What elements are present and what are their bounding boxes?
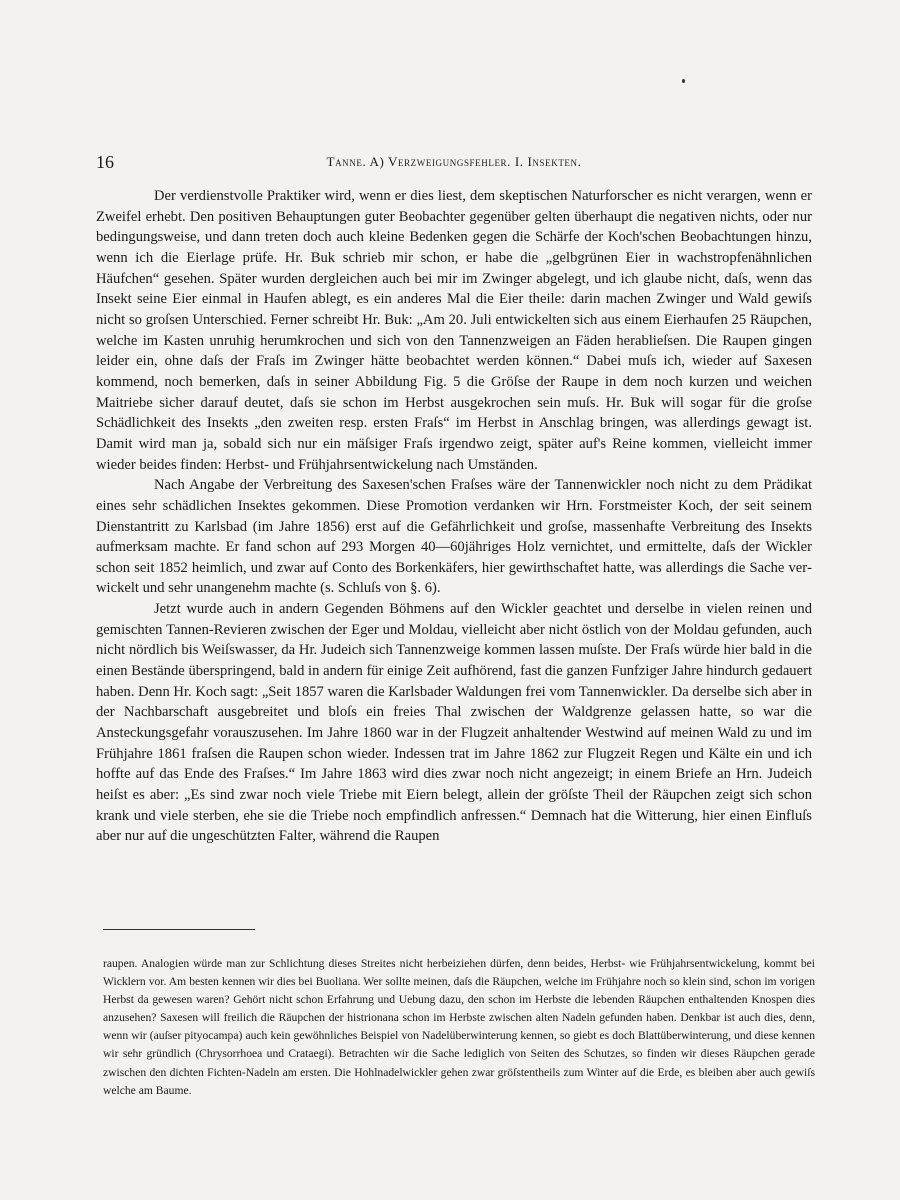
footnote-rule — [103, 929, 255, 930]
footnote: raupen. Analogien würde man zur Schlichtung dieses Streites nicht herbeiziehen dürfen, denn beides, Herbst- wie Frühjahrsentwickelung, kommt bei Wicklern vor. Am besten kennen wir dies bei Buoliana. Wer sollte meinen, daſs die Räupchen, welche im Frühjahre noch so klein sind, schon im vorigen Herbst da gewesen waren? Gehört nicht schon Erfahrung und Uebung dazu, den schon im Herbste die lebenden Räupchen enthaltenden Knospen dies anzusehen? Saxesen will freilich die Räupchen der histrionana schon im Herbste zwischen alten Nadeln gefunden haben. Denkbar ist auch dies, denn, wenn wir (auſser pityocampa) auch kein gewöhnliches Beispiel von Nadelüberwinterung kennen, so giebt es doch Blattüberwinterung, und diese kennen wir sehr gründlich (Chrysorrhoea und Crataegi). Betrachten wir die Sache lediglich von Seiten des Schutzes, so finden wir dieses Räupchen gerade zwischen den dichten Fichten-Nadeln am ersten. Die Hohlnadelwickler gehen zwar gröſstentheils zum Winter auf die Erde, es bleiben aber auch gewiſs welche am Baume. — [103, 957, 815, 1097]
paragraph-3: Jetzt wurde auch in andern Gegenden Böhmens auf den Wickler geachtet und derselbe in vielen reinen und gemischten Tannen-Revieren zwischen der Eger und Moldau, vielleicht aber nicht östlich von der Moldau gefunden, auch nicht nördlich bis Weiſswasser, da Hr. Judeich sich Tannenzweige kommen lassen muſste. Der Fraſs würde hier bald in die einen Bestände überspringend, bald in andern für einige Zeit aufhörend, fast die ganzen Funfziger Jahre hindurch gedauert haben. Denn Hr. Koch sagt: „Seit 1857 waren die Karlsbader Waldungen frei vom Tannenwickler. Da derselbe sich aber in der Nachbarschaft ausgebreitet und bloſs ein freies Thal zwischen der Waldgrenze gelassen hatte, so war die Ansteckungsgefahr vorauszusehen. Im Jahre 1860 war in der Flugzeit anhaltender Westwind auf meinen Wald zu und im Frühjahre 1861 fraſsen die Raupen schon wieder. Indessen trat im Jahre 1862 zur Flugzeit Regen und Kälte ein und ich hoffte auf das Ende des Fraſses.“ Im Jahre 1863 wird dies zwar noch nicht angezeigt; in einem Briefe an Hrn. Judeich heiſst es aber: „Es sind zwar noch viele Triebe mit Eiern belegt, allein der gröſste Theil der Räupchen zeigt sich schon krank und viele sterben, ehe sie die Triebe noch empfindlich anfressen.“ Demnach hat die Witterung, hier einen Einfluſs aber nur auf die ungeschützten Falter, während die Raupen — [96, 601, 812, 845]
paragraph-1: Der verdienstvolle Praktiker wird, wenn er dies liest, dem skeptischen Naturforscher es nicht verargen, wenn er Zweifel erhebt. Den positiven Behauptungen guter Beobachter gegenüber gelten überhaupt die negativen nichts, oder nur bedingungsweise, und dann treten doch auch kleine Bedenken gegen die Schärfe der Koch'schen Beobachtungen hinzu, wenn ich die Eierlage prüfe. Hr. Buk schrieb mir schon, er habe die „gelbgrünen Eier in wachstropfenähnlichen Häufchen“ gesehen. Später wurden dergleichen auch bei mir im Zwinger abgelegt, und ich glaube nicht, daſs, wenn das Insekt seine Eier einmal in Haufen ablegt, es ein anderes Mal die Eier theile: darin machen Zwinger und Wald gewiſs nicht so groſsen Unterschied. Ferner schreibt Hr. Buk: „Am 20. Juli entwickelten sich aus einem Eierhaufen 25 Räupchen, welche im Kasten unruhig herumkrochen und sich von den Tannenzweigen an Fäden herablieſsen. Die Raupen gingen leider ein, ohne daſs der Fraſs im Zwinger hätte beobachtet werden können.“ Dabei muſs ich, wieder auf Saxesen kommend, noch bemerken, daſs in seiner Abbildung Fig. 5 die Gröſse der Raupe in dem noch kurzen und weichen Maitriebe sicher darauf deutet, daſs sie schon im Herbst ausgekrochen sein muſs. Hr. Buk will sogar für die groſse Schädlichkeit des Insekts „den zweiten resp. ersten Fraſs“ im Herbst in Anschlag bringen, was allerdings gewagt ist. Damit wird man ja, sobald sich nur ein mäſsiger Fraſs irgendwo zeigt, später auf's Reine kommen, vielleicht immer wieder beides finden: Herbst- und Frühjahrsentwickelung nach Umständen. — [96, 188, 812, 473]
page-number: 16 — [96, 152, 114, 172]
paragraph-2: Nach Angabe der Verbreitung des Saxesen'schen Fraſses wäre der Tannenwickler noch nicht zu dem Prädikat eines sehr schädlichen Insektes gekommen. Diese Promotion verdanken wir Hrn. Forstmeister Koch, der seit seinem Dienstantritt zu Karlsbad (im Jahre 1856) erst auf die Gefährlichkeit und groſse, massenhafte Verbreitung des Insekts aufmerksam machte. Er fand schon auf 293 Morgen 40—60jähriges Holz vernichtet, und ermittelte, daſs der Wickler schon seit 1852 heimlich, und zwar auf Conto des Borkenkäfers, hier gewirthschaftet hatte, was allerdings die Sache verwickelt und sehr unangenehm machte (s. Schluſs von §. 6). — [96, 477, 812, 597]
print-speck — [682, 79, 685, 83]
main-text — [96, 186, 812, 847]
page-header — [96, 152, 812, 174]
running-head: Tanne. A) Verzweigungsfehler. I. Insekten. — [326, 154, 582, 169]
